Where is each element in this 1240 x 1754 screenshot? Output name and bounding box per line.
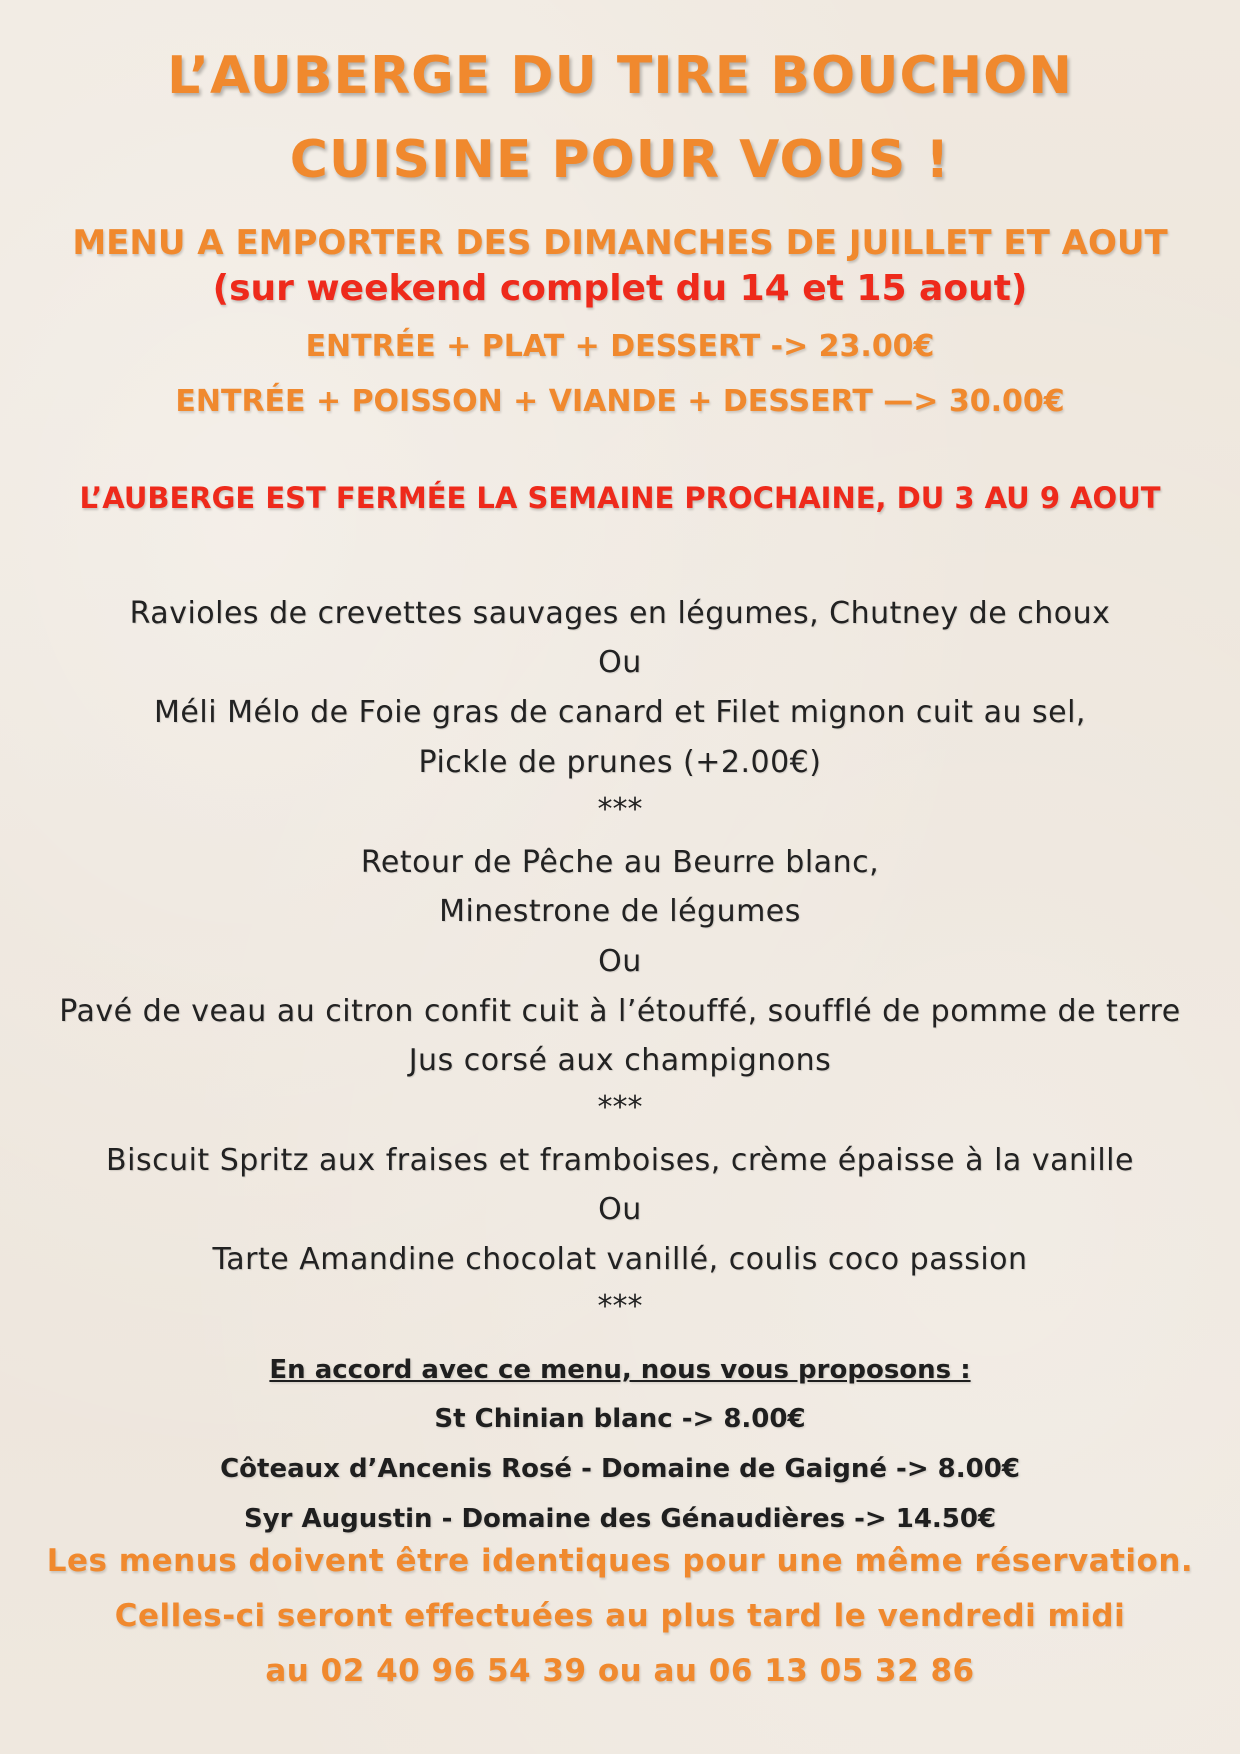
meat-dish: Pavé de veau au citron confit cuit à l’étouffé, soufflé de pomme de terre (59, 994, 1181, 1029)
restaurant-tagline: CUISINE POUR VOUS ! (289, 130, 951, 190)
closure-notice: L’AUBERGE EST FERMÉE LA SEMAINE PROCHAINE, DU 3 AU 9 AOUT (79, 481, 1161, 515)
menu-heading: MENU A EMPORTER DES DIMANCHES DE JUILLET ET AOUT (72, 223, 1168, 263)
dessert-2: Tarte Amandine chocolat vanillé, coulis coco passion (212, 1242, 1028, 1277)
menu-heading-note: (sur weekend complet du 14 et 15 aout) (212, 268, 1028, 309)
course-separator: *** (597, 1289, 643, 1324)
reservation-note: Les menus doivent être identiques pour une même réservation. (46, 1543, 1194, 1579)
formula-price-2: ENTRÉE + POISSON + VIANDE + DESSERT —> 30.00€ (175, 384, 1065, 419)
starter-2: Méli Mélo de Foie gras de canard et Filet mignon cuit au sel, (154, 695, 1086, 730)
starter-2-detail: Pickle de prunes (+2.00€) (418, 745, 822, 780)
wine-item: St Chinian blanc -> 8.00€ (434, 1404, 806, 1434)
fish-dish: Retour de Pêche au Beurre blanc, (360, 845, 880, 880)
meat-dish-detail: Jus corsé aux champignons (408, 1043, 832, 1078)
restaurant-title: L’AUBERGE DU TIRE BOUCHON (167, 46, 1073, 106)
reservation-deadline: Celles-ci seront effectuées au plus tard le vendredi midi (114, 1598, 1126, 1634)
reservation-phone: au 02 40 96 54 39 ou au 06 13 05 32 86 (265, 1653, 975, 1689)
formula-price-1: ENTRÉE + PLAT + DESSERT -> 23.00€ (305, 329, 935, 364)
starter-1: Ravioles de crevettes sauvages en légumes, Chutney de choux (129, 596, 1111, 631)
wine-pairing-heading: En accord avec ce menu, nous vous proposons : (269, 1355, 971, 1385)
wine-item: Côteaux d’Ancenis Rosé - Domaine de Gaigné -> 8.00€ (220, 1454, 1020, 1484)
course-separator: *** (597, 1090, 643, 1125)
or-separator: Ou (598, 645, 642, 680)
course-separator: *** (597, 792, 643, 827)
fish-dish-detail: Minestrone de légumes (439, 894, 801, 929)
dessert-1: Biscuit Spritz aux fraises et framboises, crème épaisse à la vanille (106, 1143, 1134, 1178)
or-separator: Ou (598, 944, 642, 979)
wine-item: Syr Augustin - Domaine des Génaudières -> 14.50€ (243, 1504, 997, 1534)
or-separator: Ou (598, 1192, 642, 1227)
